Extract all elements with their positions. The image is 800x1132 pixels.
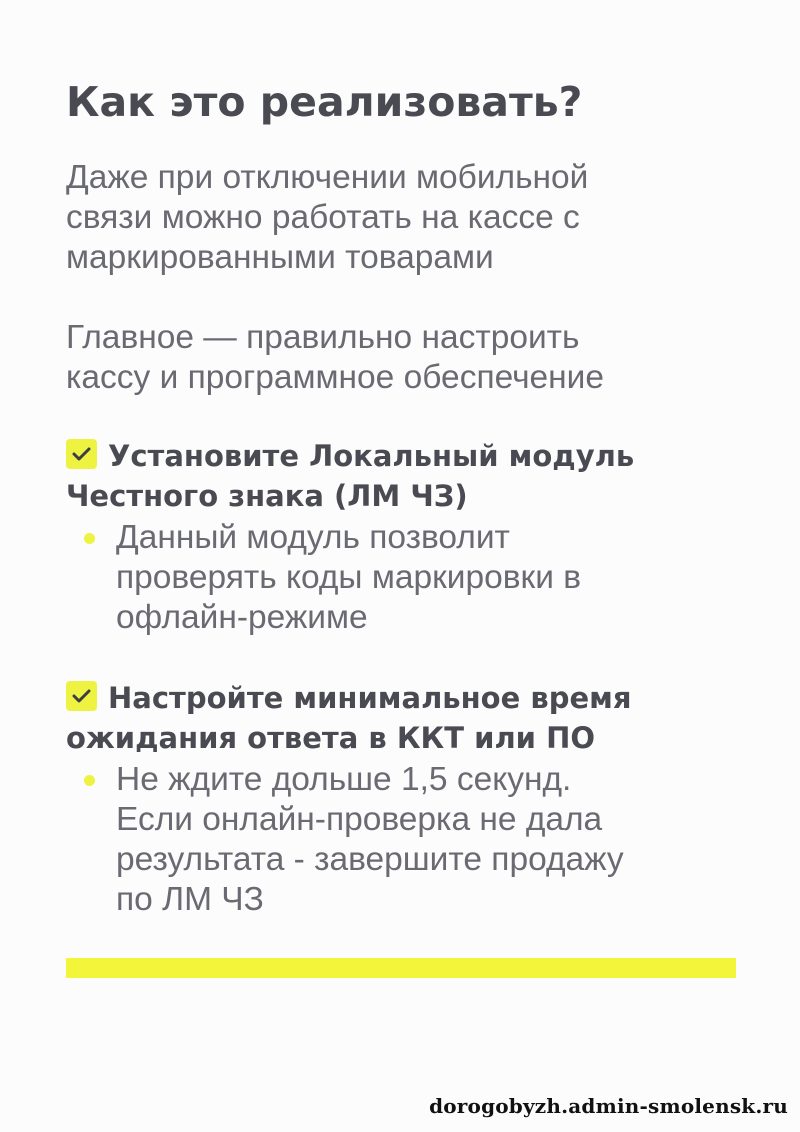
- intro-line: маркированными товарами: [66, 239, 494, 276]
- step-2-heading-first-line: [66, 678, 766, 718]
- step-2-heading-second-line: ожидания ответа в ККТ или ПО: [66, 721, 596, 755]
- main-point-line: кассу и программное обеспечение: [66, 359, 605, 396]
- bullet-dot-icon: [84, 775, 95, 786]
- bullet-line: по ЛМ ЧЗ: [116, 881, 264, 918]
- main-point-line: Главное — правильно настроить: [66, 319, 580, 356]
- bullet-line: проверять коды маркировки в: [116, 559, 582, 596]
- intro-line: связи можно работать на кассе с: [66, 199, 580, 236]
- checkmark-icon: [66, 439, 97, 469]
- step-1-heading-text: Установите Локальный модуль: [108, 439, 635, 473]
- accent-divider: [66, 958, 736, 978]
- checkmark-icon: [66, 681, 97, 711]
- step-2-heading-text: Настройте минимальное время: [108, 681, 632, 715]
- step-1: [66, 436, 766, 638]
- bullet-dot-icon: [84, 533, 95, 544]
- bullet-line: Данный модуль позволит: [116, 519, 510, 556]
- step-1-heading-second-line: Честного знака (ЛМ ЧЗ): [66, 479, 468, 513]
- bullet-line: Если онлайн-проверка не дала: [116, 801, 603, 838]
- step-2-bullet: [66, 760, 766, 920]
- step-2-heading: [66, 678, 766, 758]
- bullet-line: результата - завершите продажу: [116, 841, 624, 878]
- watermark: dorogobyzh.admin-smolensk.ru: [429, 1094, 788, 1118]
- step-1-heading-first-line: [66, 436, 766, 476]
- main-point-paragraph: [66, 318, 604, 398]
- step-2: [66, 678, 766, 920]
- step-1-heading: [66, 436, 766, 516]
- page-title: Как это реализовать?: [66, 78, 583, 126]
- intro-line: Даже при отключении мобильной: [66, 159, 589, 196]
- intro-paragraph: [66, 158, 588, 278]
- bullet-line: офлайн-режиме: [116, 599, 368, 636]
- bullet-line: Не ждите дольше 1,5 секунд.: [116, 761, 572, 798]
- step-1-bullet: [66, 518, 766, 638]
